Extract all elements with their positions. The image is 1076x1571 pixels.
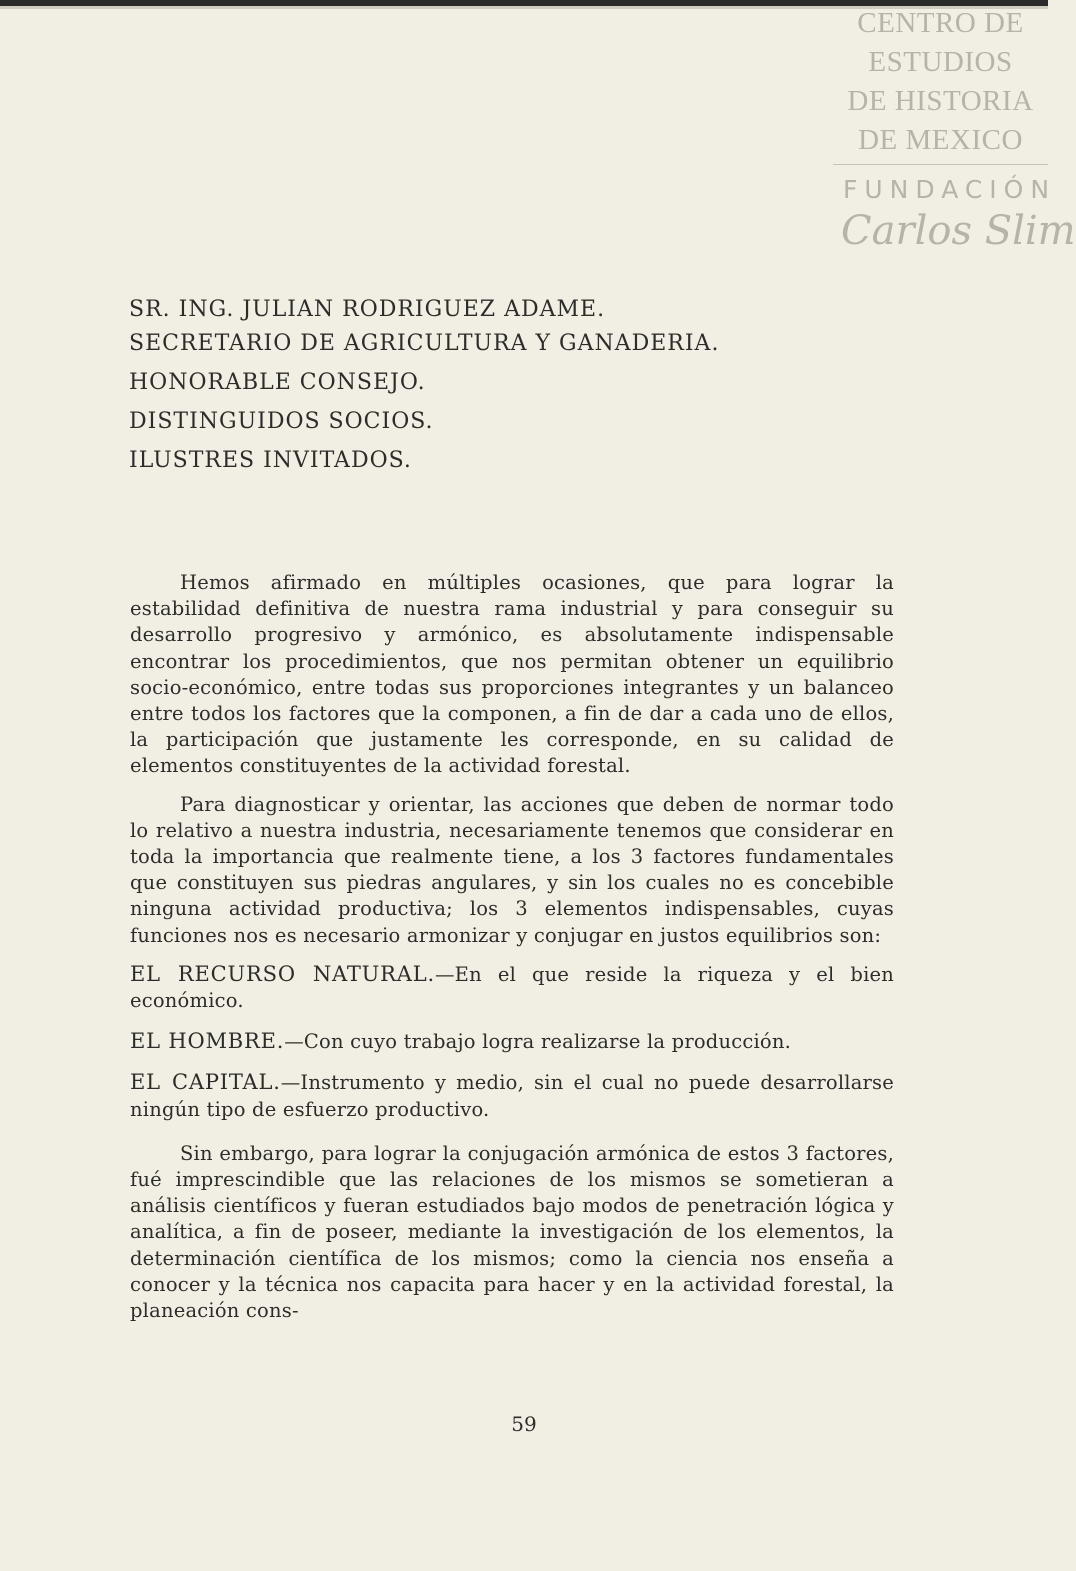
watermark-line-2: ESTUDIOS: [868, 46, 1013, 78]
paragraph-2: Para diagnosticar y orientar, las acciones que deben de normar todo lo relativo a nuestra industria, necesariamente tenemos que considerar en toda la importancia que realmente tiene, a los 3 factores fundamentales que constituyen sus piedras angulares, y sin los cuales no es concebible ninguna actividad productiva; los 3 elementos indispensables, cuyas funciones nos es necesario armonizar y conjugar en justos equilibrios son:: [130, 792, 894, 947]
salutation-line: ILUSTRES INVITADOS.: [129, 448, 412, 473]
salutation-line: SECRETARIO DE AGRICULTURA Y GANADERIA.: [129, 331, 720, 356]
factor-natural-resource: [130, 961, 894, 1014]
watermark-divider: [833, 164, 1048, 165]
factor-capital: [130, 1069, 894, 1122]
factor-heading: EL CAPITAL.: [130, 1070, 281, 1095]
factor-man: [130, 1028, 894, 1055]
body-text: [130, 570, 894, 1324]
factor-description: —Instrumento y medio, sin el cual no puede desarrollarse ningún tipo de esfuerzo productivo.: [130, 1071, 894, 1121]
watermark-line-4: DE MEXICO: [858, 124, 1023, 156]
page-number: 59: [511, 1412, 537, 1436]
salutation-line: SR. ING. JULIAN RODRIGUEZ ADAME.: [129, 297, 606, 322]
watermark-line-1: CENTRO DE: [857, 7, 1024, 39]
factor-heading: EL RECURSO NATURAL.: [130, 961, 435, 986]
archive-watermark: [833, 4, 1076, 254]
watermark-foundation: FUNDACIÓN: [843, 175, 1057, 204]
factor-description: —Con cuyo trabajo logra realizarse la producción.: [284, 1030, 792, 1054]
salutation-line: DISTINGUIDOS SOCIOS.: [129, 409, 434, 434]
watermark-signature: Carlos Slim: [841, 208, 1076, 254]
factor-description: —En el que reside la riqueza y el bien económico.: [130, 962, 895, 1013]
factor-heading: EL HOMBRE.: [130, 1029, 285, 1054]
salutation-block: [129, 293, 829, 478]
paragraph-6: Sin embargo, para lograr la conjugación armónica de estos 3 factores, fué imprescindible que las relaciones de los mismos se sometieran a análisis científicos y fueran estudiados bajo modos de penetración lógica y analítica, a fin de poseer, mediante la investigación de los elementos, la determinación científica de los mismos; como la ciencia nos enseña a conocer y la técnica nos capacita para hacer y en la actividad forestal, la planeación cons-: [130, 1141, 894, 1323]
salutation-line: HONORABLE CONSEJO.: [129, 370, 426, 395]
paragraph-1: Hemos afirmado en múltiples ocasiones, que para lograr la estabilidad definitiva de nuestra rama industrial y para conseguir su desarrollo progresivo y armónico, es absolutamente indispensable encontrar los procedimientos, que nos permitan obtener un equilibrio socio-económico, entre todas sus proporciones integrantes y un balanceo entre todos los factores que la componen, a fin de dar a cada uno de ellos, la participación que justamente les corresponde, en su calidad de elementos constituyentes de la actividad forestal.: [130, 571, 894, 778]
watermark-line-3: DE HISTORIA: [847, 85, 1034, 117]
